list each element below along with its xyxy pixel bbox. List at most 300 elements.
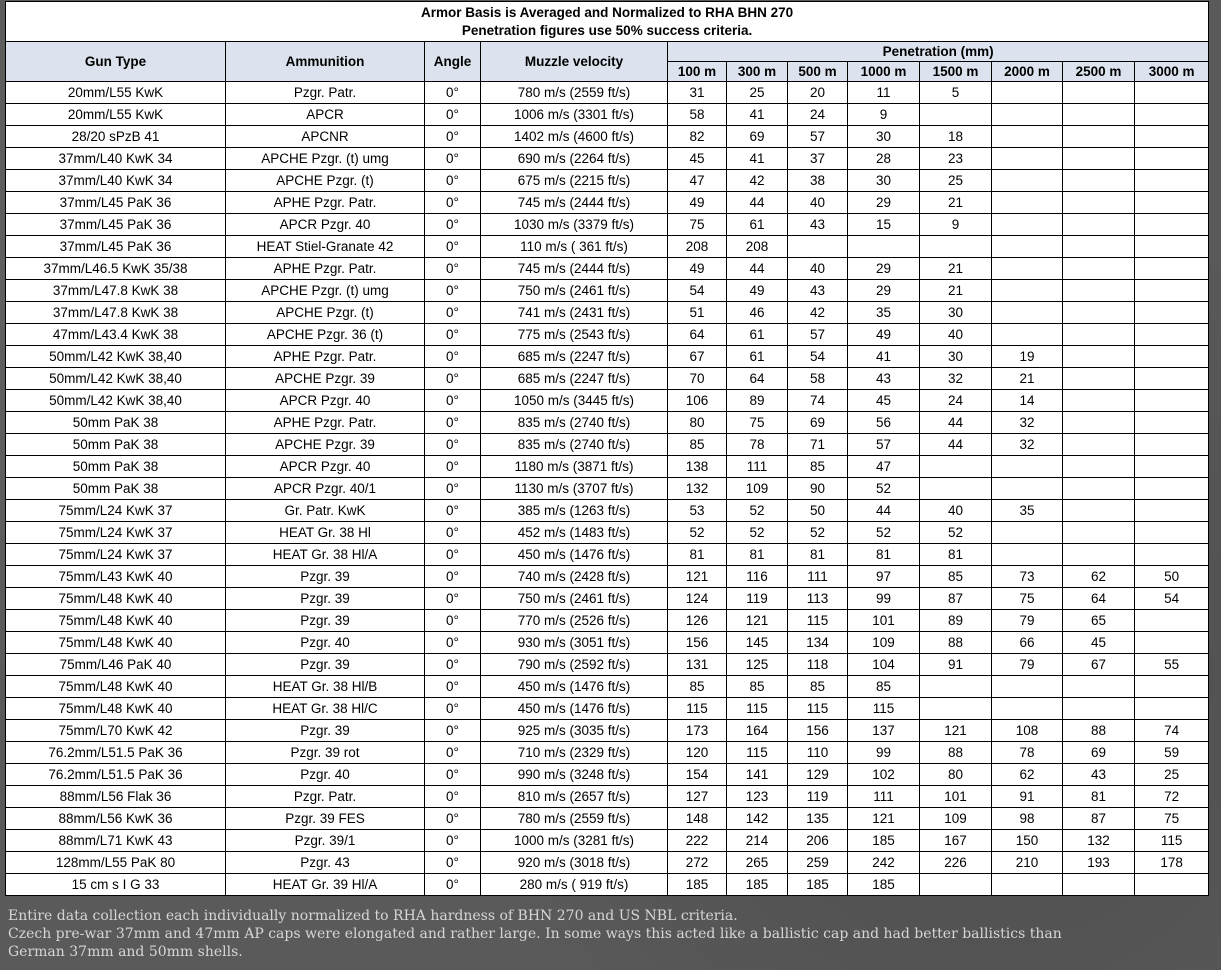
cell-pen-500m: 42 xyxy=(788,302,848,324)
cell-pen-1000m: 56 xyxy=(848,412,920,434)
cell-pen-300m: 89 xyxy=(727,390,788,412)
cell-pen-1500m xyxy=(920,236,992,258)
cell-muzzle-velocity: 741 m/s (2431 ft/s) xyxy=(481,302,668,324)
cell-gun-type: 75mm/L48 KwK 40 xyxy=(6,610,226,632)
cell-pen-3000m: 178 xyxy=(1135,852,1209,874)
cell-muzzle-velocity: 690 m/s (2264 ft/s) xyxy=(481,148,668,170)
cell-gun-type: 37mm/L47.8 KwK 38 xyxy=(6,302,226,324)
cell-gun-type: 75mm/L43 KwK 40 xyxy=(6,566,226,588)
table-row xyxy=(6,852,1209,874)
cell-pen-1500m: 89 xyxy=(920,610,992,632)
cell-pen-3000m: 72 xyxy=(1135,786,1209,808)
cell-pen-1500m: 226 xyxy=(920,852,992,874)
cell-pen-2000m: 108 xyxy=(992,720,1063,742)
footnote-line-1: Entire data collection each individually normalized to RHA hardness of BHN 270 and US NBL criteria. xyxy=(8,908,738,924)
footnote-line-2: Czech pre-war 37mm and 47mm AP caps were elongated and rather large. In some ways this acted like a ballistic cap and had better ballistics than xyxy=(8,926,1062,942)
cell-pen-100m: 82 xyxy=(668,126,727,148)
cell-pen-3000m xyxy=(1135,610,1209,632)
cell-ammunition: HEAT Stiel-Granate 42 xyxy=(226,236,425,258)
cell-pen-500m: 40 xyxy=(788,258,848,280)
cell-pen-1500m: 21 xyxy=(920,280,992,302)
cell-muzzle-velocity: 385 m/s (1263 ft/s) xyxy=(481,500,668,522)
cell-pen-3000m xyxy=(1135,412,1209,434)
cell-pen-1500m: 52 xyxy=(920,522,992,544)
cell-pen-2000m xyxy=(992,148,1063,170)
cell-pen-2500m: 43 xyxy=(1063,764,1135,786)
cell-pen-300m: 46 xyxy=(727,302,788,324)
cell-pen-3000m: 25 xyxy=(1135,764,1209,786)
cell-muzzle-velocity: 770 m/s (2526 ft/s) xyxy=(481,610,668,632)
cell-pen-500m: 38 xyxy=(788,170,848,192)
cell-gun-type: 37mm/L45 PaK 36 xyxy=(6,214,226,236)
cell-angle: 0° xyxy=(425,126,481,148)
cell-pen-100m: 85 xyxy=(668,676,727,698)
cell-pen-3000m xyxy=(1135,170,1209,192)
cell-pen-1500m: 9 xyxy=(920,214,992,236)
cell-pen-300m: 125 xyxy=(727,654,788,676)
cell-muzzle-velocity: 452 m/s (1483 ft/s) xyxy=(481,522,668,544)
cell-muzzle-velocity: 110 m/s ( 361 ft/s) xyxy=(481,236,668,258)
cell-pen-500m: 20 xyxy=(788,82,848,104)
cell-pen-100m: 106 xyxy=(668,390,727,412)
header-gun-type: Gun Type xyxy=(6,42,226,82)
cell-pen-3000m xyxy=(1135,258,1209,280)
cell-pen-300m: 142 xyxy=(727,808,788,830)
cell-muzzle-velocity: 790 m/s (2592 ft/s) xyxy=(481,654,668,676)
table-title xyxy=(6,2,1209,42)
cell-pen-2500m xyxy=(1063,324,1135,346)
cell-ammunition: APCR Pzgr. 40 xyxy=(226,456,425,478)
cell-pen-2000m: 98 xyxy=(992,808,1063,830)
table-row xyxy=(6,478,1209,500)
header-range-1000m: 1000 m xyxy=(848,62,920,82)
cell-muzzle-velocity: 1402 m/s (4600 ft/s) xyxy=(481,126,668,148)
cell-angle: 0° xyxy=(425,170,481,192)
cell-muzzle-velocity: 710 m/s (2329 ft/s) xyxy=(481,742,668,764)
cell-pen-1000m: 102 xyxy=(848,764,920,786)
cell-pen-2500m xyxy=(1063,456,1135,478)
cell-pen-300m: 121 xyxy=(727,610,788,632)
cell-pen-2000m xyxy=(992,126,1063,148)
cell-pen-1500m: 44 xyxy=(920,434,992,456)
cell-pen-2000m xyxy=(992,874,1063,896)
cell-muzzle-velocity: 925 m/s (3035 ft/s) xyxy=(481,720,668,742)
cell-ammunition: Pzgr. 39 FES xyxy=(226,808,425,830)
cell-pen-2500m xyxy=(1063,522,1135,544)
cell-angle: 0° xyxy=(425,874,481,896)
cell-pen-3000m xyxy=(1135,632,1209,654)
cell-pen-500m: 43 xyxy=(788,214,848,236)
cell-angle: 0° xyxy=(425,676,481,698)
cell-muzzle-velocity: 745 m/s (2444 ft/s) xyxy=(481,258,668,280)
cell-ammunition: APCHE Pzgr. (t) umg xyxy=(226,148,425,170)
cell-pen-500m: 134 xyxy=(788,632,848,654)
cell-pen-1500m: 32 xyxy=(920,368,992,390)
cell-pen-3000m: 115 xyxy=(1135,830,1209,852)
cell-pen-2000m: 79 xyxy=(992,610,1063,632)
cell-pen-100m: 148 xyxy=(668,808,727,830)
cell-pen-100m: 124 xyxy=(668,588,727,610)
cell-pen-100m: 132 xyxy=(668,478,727,500)
cell-pen-300m: 64 xyxy=(727,368,788,390)
table-row xyxy=(6,610,1209,632)
cell-pen-1500m: 101 xyxy=(920,786,992,808)
cell-pen-3000m xyxy=(1135,522,1209,544)
cell-gun-type: 47mm/L43.4 KwK 38 xyxy=(6,324,226,346)
cell-pen-500m: 119 xyxy=(788,786,848,808)
cell-pen-1000m: 30 xyxy=(848,170,920,192)
table-row xyxy=(6,302,1209,324)
cell-ammunition: Pzgr. 39 xyxy=(226,610,425,632)
cell-pen-1000m: 29 xyxy=(848,280,920,302)
cell-ammunition: Pzgr. 40 xyxy=(226,632,425,654)
cell-pen-500m: 129 xyxy=(788,764,848,786)
cell-ammunition: APHE Pzgr. Patr. xyxy=(226,192,425,214)
cell-angle: 0° xyxy=(425,456,481,478)
cell-pen-1000m: 99 xyxy=(848,742,920,764)
cell-pen-1500m: 121 xyxy=(920,720,992,742)
cell-pen-2500m xyxy=(1063,192,1135,214)
cell-pen-1000m: 29 xyxy=(848,258,920,280)
cell-pen-3000m xyxy=(1135,390,1209,412)
cell-pen-3000m xyxy=(1135,192,1209,214)
cell-ammunition: APCHE Pzgr. 36 (t) xyxy=(226,324,425,346)
cell-pen-2000m: 66 xyxy=(992,632,1063,654)
table-row xyxy=(6,544,1209,566)
cell-pen-2000m xyxy=(992,236,1063,258)
cell-pen-500m: 81 xyxy=(788,544,848,566)
cell-pen-2000m xyxy=(992,302,1063,324)
table-row xyxy=(6,148,1209,170)
cell-pen-1000m: 43 xyxy=(848,368,920,390)
cell-pen-500m: 52 xyxy=(788,522,848,544)
table-row xyxy=(6,170,1209,192)
cell-angle: 0° xyxy=(425,434,481,456)
cell-ammunition: HEAT Gr. 38 Hl xyxy=(226,522,425,544)
cell-pen-2500m: 65 xyxy=(1063,610,1135,632)
cell-pen-2500m xyxy=(1063,148,1135,170)
cell-muzzle-velocity: 750 m/s (2461 ft/s) xyxy=(481,280,668,302)
cell-muzzle-velocity: 990 m/s (3248 ft/s) xyxy=(481,764,668,786)
cell-pen-100m: 51 xyxy=(668,302,727,324)
cell-pen-3000m: 75 xyxy=(1135,808,1209,830)
cell-muzzle-velocity: 450 m/s (1476 ft/s) xyxy=(481,676,668,698)
armor-penetration-table xyxy=(5,1,1209,896)
cell-pen-2000m xyxy=(992,478,1063,500)
cell-pen-2000m: 78 xyxy=(992,742,1063,764)
cell-gun-type: 76.2mm/L51.5 PaK 36 xyxy=(6,764,226,786)
cell-pen-100m: 81 xyxy=(668,544,727,566)
cell-pen-3000m: 50 xyxy=(1135,566,1209,588)
cell-pen-500m: 156 xyxy=(788,720,848,742)
cell-pen-100m: 52 xyxy=(668,522,727,544)
cell-ammunition: HEAT Gr. 38 Hl/C xyxy=(226,698,425,720)
table-row xyxy=(6,566,1209,588)
cell-pen-1500m: 44 xyxy=(920,412,992,434)
cell-pen-2000m xyxy=(992,214,1063,236)
cell-pen-3000m: 59 xyxy=(1135,742,1209,764)
cell-pen-3000m: 55 xyxy=(1135,654,1209,676)
cell-angle: 0° xyxy=(425,346,481,368)
cell-pen-300m: 185 xyxy=(727,874,788,896)
table-row xyxy=(6,632,1209,654)
cell-gun-type: 50mm PaK 38 xyxy=(6,478,226,500)
cell-pen-100m: 31 xyxy=(668,82,727,104)
cell-ammunition: Pzgr. 43 xyxy=(226,852,425,874)
cell-angle: 0° xyxy=(425,478,481,500)
cell-pen-2000m: 91 xyxy=(992,786,1063,808)
cell-pen-100m: 126 xyxy=(668,610,727,632)
cell-angle: 0° xyxy=(425,566,481,588)
cell-pen-1500m: 18 xyxy=(920,126,992,148)
cell-ammunition: Pzgr. 39 xyxy=(226,566,425,588)
cell-angle: 0° xyxy=(425,324,481,346)
cell-gun-type: 37mm/L46.5 KwK 35/38 xyxy=(6,258,226,280)
cell-muzzle-velocity: 1130 m/s (3707 ft/s) xyxy=(481,478,668,500)
cell-pen-100m: 156 xyxy=(668,632,727,654)
cell-angle: 0° xyxy=(425,632,481,654)
cell-pen-300m: 145 xyxy=(727,632,788,654)
cell-pen-2500m xyxy=(1063,126,1135,148)
cell-pen-2500m xyxy=(1063,698,1135,720)
cell-pen-100m: 49 xyxy=(668,192,727,214)
cell-pen-500m: 115 xyxy=(788,698,848,720)
table-row xyxy=(6,236,1209,258)
cell-gun-type: 50mm PaK 38 xyxy=(6,434,226,456)
cell-ammunition: APCR Pzgr. 40 xyxy=(226,214,425,236)
cell-pen-3000m xyxy=(1135,324,1209,346)
cell-pen-300m: 115 xyxy=(727,742,788,764)
cell-pen-2500m: 88 xyxy=(1063,720,1135,742)
cell-pen-1500m: 81 xyxy=(920,544,992,566)
cell-angle: 0° xyxy=(425,610,481,632)
cell-pen-300m: 75 xyxy=(727,412,788,434)
cell-pen-500m: 206 xyxy=(788,830,848,852)
table-row xyxy=(6,808,1209,830)
cell-pen-2000m xyxy=(992,104,1063,126)
cell-pen-300m: 41 xyxy=(727,148,788,170)
cell-pen-500m: 111 xyxy=(788,566,848,588)
cell-muzzle-velocity: 1180 m/s (3871 ft/s) xyxy=(481,456,668,478)
header-range-2000m: 2000 m xyxy=(992,62,1063,82)
cell-pen-2500m: 45 xyxy=(1063,632,1135,654)
cell-pen-1000m: 15 xyxy=(848,214,920,236)
cell-pen-2500m xyxy=(1063,412,1135,434)
cell-pen-2000m: 73 xyxy=(992,566,1063,588)
cell-ammunition: APCHE Pzgr. 39 xyxy=(226,368,425,390)
cell-gun-type: 37mm/L40 KwK 34 xyxy=(6,148,226,170)
cell-pen-2500m xyxy=(1063,104,1135,126)
cell-angle: 0° xyxy=(425,390,481,412)
cell-angle: 0° xyxy=(425,522,481,544)
cell-pen-2500m xyxy=(1063,236,1135,258)
table-row xyxy=(6,104,1209,126)
cell-muzzle-velocity: 1050 m/s (3445 ft/s) xyxy=(481,390,668,412)
cell-pen-100m: 67 xyxy=(668,346,727,368)
cell-pen-2500m xyxy=(1063,214,1135,236)
cell-ammunition: APCR xyxy=(226,104,425,126)
table-row xyxy=(6,874,1209,896)
cell-angle: 0° xyxy=(425,214,481,236)
cell-angle: 0° xyxy=(425,82,481,104)
cell-pen-2500m xyxy=(1063,478,1135,500)
cell-pen-1500m xyxy=(920,456,992,478)
cell-pen-1000m: 28 xyxy=(848,148,920,170)
cell-pen-2000m: 21 xyxy=(992,368,1063,390)
cell-pen-2000m xyxy=(992,324,1063,346)
cell-gun-type: 50mm/L42 KwK 38,40 xyxy=(6,346,226,368)
cell-muzzle-velocity: 675 m/s (2215 ft/s) xyxy=(481,170,668,192)
cell-pen-2500m: 81 xyxy=(1063,786,1135,808)
cell-pen-1500m: 167 xyxy=(920,830,992,852)
cell-ammunition: APCR Pzgr. 40 xyxy=(226,390,425,412)
cell-gun-type: 128mm/L55 PaK 80 xyxy=(6,852,226,874)
cell-pen-500m: 24 xyxy=(788,104,848,126)
cell-pen-2000m: 150 xyxy=(992,830,1063,852)
cell-muzzle-velocity: 810 m/s (2657 ft/s) xyxy=(481,786,668,808)
cell-pen-300m: 116 xyxy=(727,566,788,588)
cell-angle: 0° xyxy=(425,742,481,764)
cell-pen-3000m xyxy=(1135,434,1209,456)
cell-pen-100m: 185 xyxy=(668,874,727,896)
cell-pen-500m: 69 xyxy=(788,412,848,434)
cell-pen-1500m: 91 xyxy=(920,654,992,676)
cell-pen-2500m xyxy=(1063,544,1135,566)
cell-pen-1000m: 30 xyxy=(848,126,920,148)
cell-pen-1000m: 45 xyxy=(848,390,920,412)
table-row xyxy=(6,324,1209,346)
cell-angle: 0° xyxy=(425,236,481,258)
table-row xyxy=(6,830,1209,852)
cell-pen-1000m: 44 xyxy=(848,500,920,522)
cell-angle: 0° xyxy=(425,852,481,874)
header-range-500m: 500 m xyxy=(788,62,848,82)
cell-gun-type: 50mm PaK 38 xyxy=(6,456,226,478)
table-row xyxy=(6,676,1209,698)
cell-gun-type: 28/20 sPzB 41 xyxy=(6,126,226,148)
cell-gun-type: 88mm/L56 Flak 36 xyxy=(6,786,226,808)
cell-pen-1500m: 23 xyxy=(920,148,992,170)
cell-pen-500m: 85 xyxy=(788,676,848,698)
cell-ammunition: APCHE Pzgr. (t) xyxy=(226,302,425,324)
cell-gun-type: 75mm/L48 KwK 40 xyxy=(6,632,226,654)
table-row xyxy=(6,522,1209,544)
cell-pen-2000m xyxy=(992,522,1063,544)
cell-pen-1500m xyxy=(920,698,992,720)
cell-pen-100m: 49 xyxy=(668,258,727,280)
cell-pen-1000m: 85 xyxy=(848,676,920,698)
cell-gun-type: 75mm/L24 KwK 37 xyxy=(6,544,226,566)
cell-pen-1500m: 5 xyxy=(920,82,992,104)
cell-pen-3000m xyxy=(1135,302,1209,324)
cell-pen-1500m: 25 xyxy=(920,170,992,192)
cell-pen-2000m: 14 xyxy=(992,390,1063,412)
cell-pen-100m: 58 xyxy=(668,104,727,126)
cell-pen-2500m xyxy=(1063,390,1135,412)
cell-ammunition: Pzgr. 39 rot xyxy=(226,742,425,764)
cell-pen-500m: 135 xyxy=(788,808,848,830)
cell-pen-2500m xyxy=(1063,874,1135,896)
cell-muzzle-velocity: 780 m/s (2559 ft/s) xyxy=(481,82,668,104)
cell-pen-1500m: 30 xyxy=(920,302,992,324)
cell-pen-2000m xyxy=(992,544,1063,566)
cell-pen-300m: 25 xyxy=(727,82,788,104)
cell-ammunition: APHE Pzgr. Patr. xyxy=(226,346,425,368)
cell-angle: 0° xyxy=(425,302,481,324)
cell-pen-300m: 164 xyxy=(727,720,788,742)
cell-pen-2500m: 62 xyxy=(1063,566,1135,588)
cell-pen-100m: 70 xyxy=(668,368,727,390)
cell-pen-300m: 81 xyxy=(727,544,788,566)
cell-pen-3000m: 54 xyxy=(1135,588,1209,610)
cell-ammunition: APCNR xyxy=(226,126,425,148)
cell-pen-100m: 121 xyxy=(668,566,727,588)
cell-pen-3000m: 74 xyxy=(1135,720,1209,742)
cell-pen-1000m: 9 xyxy=(848,104,920,126)
table-row xyxy=(6,346,1209,368)
table-row xyxy=(6,126,1209,148)
cell-pen-2000m: 19 xyxy=(992,346,1063,368)
cell-pen-3000m xyxy=(1135,544,1209,566)
cell-angle: 0° xyxy=(425,720,481,742)
cell-pen-1000m: 109 xyxy=(848,632,920,654)
cell-muzzle-velocity: 740 m/s (2428 ft/s) xyxy=(481,566,668,588)
cell-pen-100m: 222 xyxy=(668,830,727,852)
cell-gun-type: 37mm/L40 KwK 34 xyxy=(6,170,226,192)
cell-pen-100m: 115 xyxy=(668,698,727,720)
cell-gun-type: 50mm/L42 KwK 38,40 xyxy=(6,368,226,390)
cell-pen-500m: 185 xyxy=(788,874,848,896)
cell-gun-type: 88mm/L56 KwK 36 xyxy=(6,808,226,830)
cell-pen-300m: 52 xyxy=(727,500,788,522)
cell-pen-2500m xyxy=(1063,280,1135,302)
cell-pen-1000m: 52 xyxy=(848,522,920,544)
cell-pen-3000m xyxy=(1135,214,1209,236)
cell-pen-3000m xyxy=(1135,126,1209,148)
cell-pen-500m: 259 xyxy=(788,852,848,874)
cell-pen-500m: 57 xyxy=(788,324,848,346)
cell-muzzle-velocity: 685 m/s (2247 ft/s) xyxy=(481,368,668,390)
header-range-3000m: 3000 m xyxy=(1135,62,1209,82)
cell-pen-1000m: 29 xyxy=(848,192,920,214)
cell-muzzle-velocity: 930 m/s (3051 ft/s) xyxy=(481,632,668,654)
cell-pen-2000m xyxy=(992,192,1063,214)
cell-pen-2500m: 193 xyxy=(1063,852,1135,874)
cell-pen-1500m: 87 xyxy=(920,588,992,610)
cell-pen-500m: 54 xyxy=(788,346,848,368)
cell-pen-300m: 115 xyxy=(727,698,788,720)
cell-pen-1000m: 101 xyxy=(848,610,920,632)
cell-pen-2500m xyxy=(1063,676,1135,698)
cell-pen-1000m: 104 xyxy=(848,654,920,676)
cell-pen-300m: 214 xyxy=(727,830,788,852)
table-row xyxy=(6,764,1209,786)
table-row xyxy=(6,654,1209,676)
cell-pen-100m: 173 xyxy=(668,720,727,742)
cell-pen-500m: 74 xyxy=(788,390,848,412)
table-row xyxy=(6,698,1209,720)
cell-pen-100m: 64 xyxy=(668,324,727,346)
cell-pen-500m: 43 xyxy=(788,280,848,302)
cell-pen-2000m xyxy=(992,280,1063,302)
cell-pen-1000m: 35 xyxy=(848,302,920,324)
cell-pen-300m: 61 xyxy=(727,346,788,368)
cell-pen-300m: 208 xyxy=(727,236,788,258)
cell-ammunition: HEAT Gr. 38 Hl/B xyxy=(226,676,425,698)
cell-pen-2500m xyxy=(1063,368,1135,390)
cell-pen-300m: 44 xyxy=(727,258,788,280)
cell-pen-100m: 47 xyxy=(668,170,727,192)
